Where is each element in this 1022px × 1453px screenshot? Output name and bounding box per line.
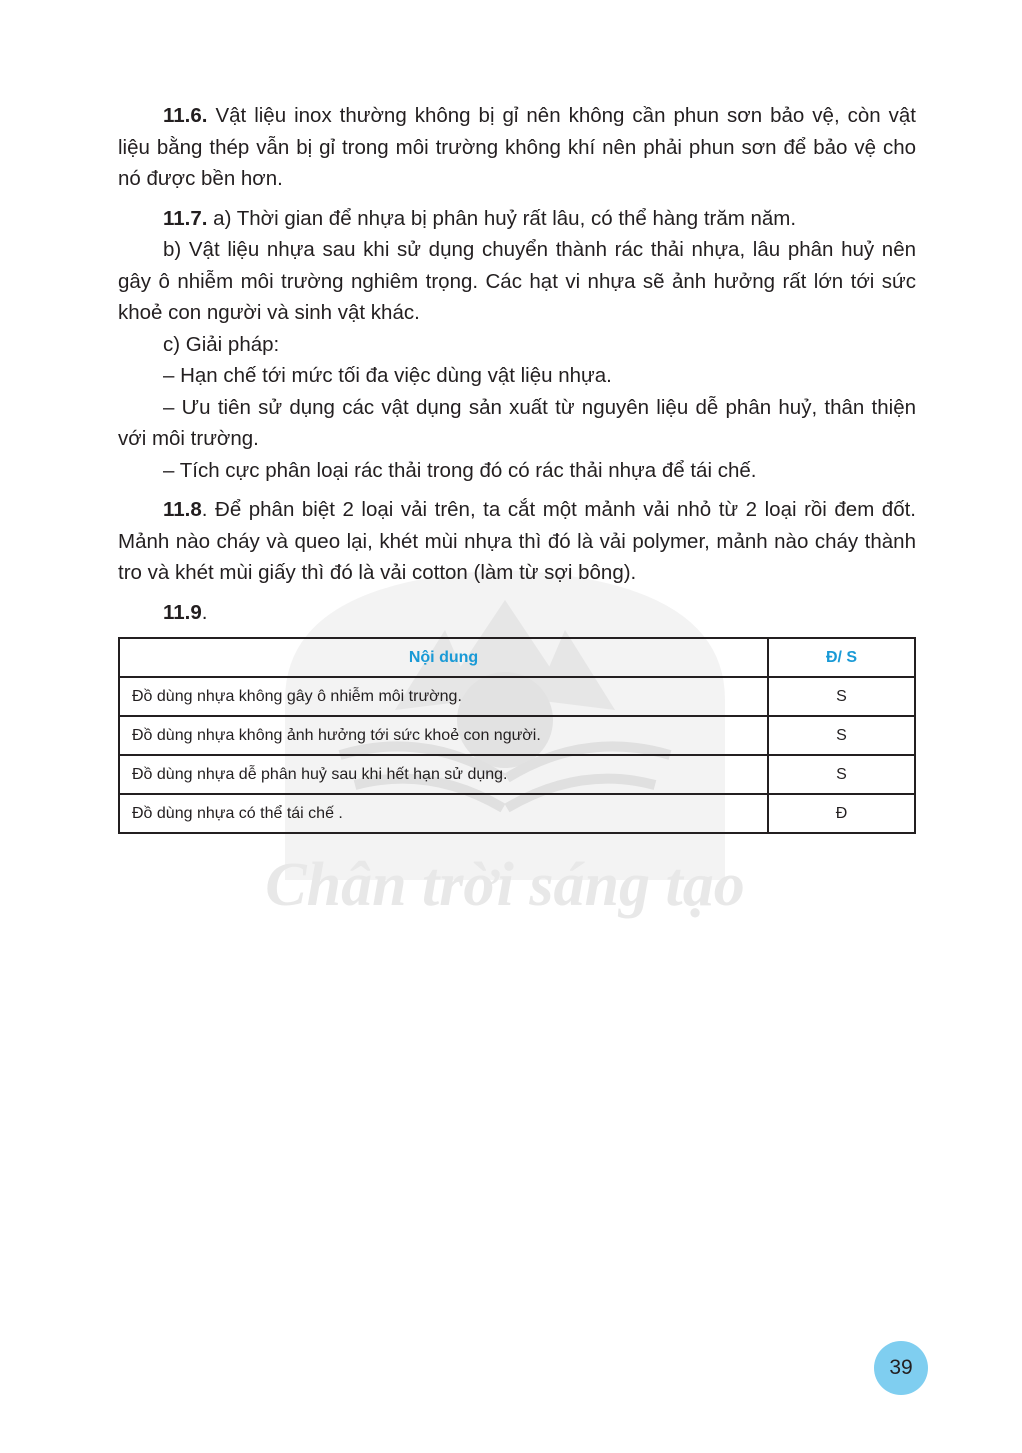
header-true-false: Đ/ S — [768, 638, 915, 677]
answer-11-7-c3: – Tích cực phân loại rác thải trong đó có rác thải nhựa để tái chế. — [163, 458, 757, 482]
row-statement: Đồ dùng nhựa không ảnh hưởng tới sức khoẻ con người. — [119, 716, 768, 755]
true-false-table — [118, 637, 916, 834]
answer-11-8 — [118, 494, 916, 589]
header-content: Nội dung — [119, 638, 768, 677]
answer-11-7-b: b) Vật liệu nhựa sau khi sử dụng chuyển thành rác thải nhựa, lâu phân huỷ nên gây ô nhiễm môi trường nghiêm trọng. Các hạt vi nhựa sẽ ảnh hưởng rất lớn tới sức khoẻ con người và sinh vật khác. — [118, 238, 916, 324]
answers-section — [118, 100, 916, 628]
answer-11-6 — [118, 100, 916, 195]
answer-11-9 — [118, 597, 916, 629]
table-row — [119, 755, 915, 794]
row-statement: Đồ dùng nhựa có thể tái chế . — [119, 794, 768, 833]
answer-11-9-text: . — [201, 600, 208, 624]
row-statement: Đồ dùng nhựa dễ phân huỷ sau khi hết hạn sử dụng. — [119, 755, 768, 794]
watermark-text: Chân trời sáng tạo — [265, 851, 745, 919]
answer-11-8-text: . Để phân biệt 2 loại vải trên, ta cắt một mảnh vải nhỏ từ 2 loại rồi đem đốt. Mảnh nào cháy và queo lại, khét mùi nhựa thì đó là vải polymer, mảnh nào cháy thành tro và khét mùi giấy thì đó là vải cotton (làm từ sợi bông). — [118, 498, 916, 584]
answer-11-7-a-text: a) Thời gian để nhựa bị phân huỷ rất lâu, có thể hàng trăm năm. — [207, 206, 797, 230]
answer-11-8-label: 11.8 — [163, 498, 202, 521]
table-row — [119, 794, 915, 833]
answer-11-9-label: 11.9 — [163, 600, 202, 624]
answer-11-7-c1: – Hạn chế tới mức tối đa việc dùng vật liệu nhựa. — [163, 364, 612, 387]
answer-11-7-label: 11.7. — [163, 206, 208, 230]
row-answer: Đ — [768, 794, 915, 833]
row-answer: S — [768, 677, 915, 716]
row-answer: S — [768, 755, 915, 794]
table-header-row — [119, 638, 915, 677]
table-row — [119, 716, 915, 755]
answer-11-6-label: 11.6. — [163, 104, 208, 127]
answer-11-7-a — [118, 203, 916, 235]
row-answer: S — [768, 716, 915, 755]
row-statement: Đồ dùng nhựa không gây ô nhiễm môi trường. — [119, 677, 768, 716]
answer-11-7-c2: – Ưu tiên sử dụng các vật dụng sản xuất từ nguyên liệu dễ phân huỷ, thân thiện với môi trường. — [118, 395, 916, 450]
page-number: 39 — [874, 1341, 928, 1395]
answer-11-7-c: c) Giải pháp: — [163, 332, 280, 356]
table-row — [119, 677, 915, 716]
answer-11-6-text: Vật liệu inox thường không bị gỉ nên không cần phun sơn bảo vệ, còn vật liệu bằng thép vẫn bị gỉ trong môi trường không khí nên phải phun sơn để bảo vệ cho nó được bền hơn. — [118, 104, 916, 190]
